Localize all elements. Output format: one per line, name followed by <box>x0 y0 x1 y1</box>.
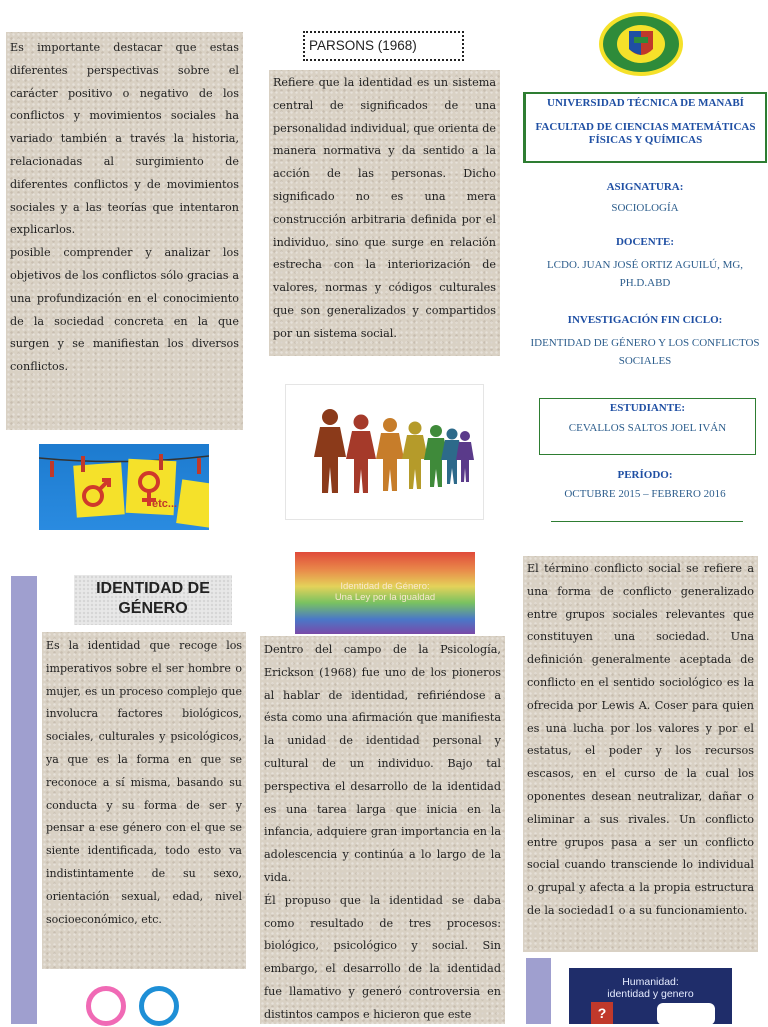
parsons-title: PARSONS (1968) <box>309 38 417 53</box>
period-value: OCTUBRE 2015 – FEBRERO 2016 <box>564 488 726 500</box>
conflict-text: El término conflicto social se refiere a una forma de conflicto generalizado entre grupos sociales relevantes que constituyen una sociedad. Una definición generalmente aceptada de conflicto en el sentido sociológico es la ofrecida por Lewis A. Coser para quien es una lucha por los valores y por el estatus, el poder y los recursos escasos, en el curso de la cual los oponentes desean neutralizar, dañar o eliminar a sus rivales. Un conflicto entre grupos pasa a ser un conflicto social cuando transciende lo individual o grupal y afecta a la propia estructura de la sociedad1 o a su funcionamiento. <box>527 562 754 917</box>
person-figures <box>314 409 474 493</box>
student-box <box>539 398 756 455</box>
gender-symbols-image <box>39 444 209 530</box>
erickson-text-panel <box>260 636 505 1024</box>
cover-divider-line <box>551 521 743 522</box>
university-header-box <box>523 92 767 163</box>
erickson-paragraph-2: Él propuso que la identidad se daba como resultado de tres procesos: biológico, psicológico y social. Sin embargo, el desarrollo de la identidad fue llamativo y generó controversia en distintos campos e hicieron que este <box>264 893 501 1021</box>
male-ring-icon <box>139 986 179 1026</box>
identity-text-panel <box>42 632 246 969</box>
humanity-image <box>569 968 732 1024</box>
student-name: CEVALLOS SALTOS JOEL IVÁN <box>568 422 727 434</box>
subject-value: SOCIOLOGÍA <box>611 202 679 214</box>
people-chain-image <box>285 384 484 520</box>
period-label: PERÍODO: <box>617 469 673 481</box>
intro-paragraph-2: posible comprender y analizar los objetivos de los conflictos sólo gracias a una profundización en el conocimiento de la sociedad concreta en la que surgen y se manifiestan los diversos conflictos. <box>10 246 239 374</box>
question-mark-icon: ? <box>591 1002 613 1024</box>
speech-bubble-icon <box>657 1003 715 1024</box>
humanity-image-line1: Humanidad: <box>622 976 679 988</box>
female-ring-icon <box>86 986 126 1026</box>
parsons-text: Refiere que la identidad es un sistema central de significados de una personalidad individual, que orienta de manera normativa y da sentido a la acción de las personas. Dicho significado no es una mera construcción arbitraria definida por el individuo, sino que surge en relación estrecha con la interiorización de valores, normas y códigos culturales que son generalizados y compartidos por un sistema social. <box>273 76 496 340</box>
identity-title-line2: GÉNERO <box>118 600 188 617</box>
teacher-value: LCDO. JUAN JOSÉ ORTIZ AGUILÚ, MG, PH.D.ABD <box>546 259 744 289</box>
intro-paragraph-1: Es importante destacar que estas diferentes perspectivas sobre el carácter positivo o negativo de los conflictos y movimientos sociales ha variado también a través la historia, relacionadas al surgimiento de diferentes conflictos y de movimientos sociales y a las teorías que intentaron explicarlos. <box>10 41 239 237</box>
etc-note <box>176 479 209 528</box>
rainbow-banner-image <box>295 552 475 634</box>
conflict-text-panel <box>523 556 758 952</box>
research-label: INVESTIGACIÓN FIN CICLO: <box>567 314 723 326</box>
faculty-name: FACULTAD DE CIENCIAS MATEMÁTICAS FÍSICAS Y QUÍMICAS <box>535 121 756 146</box>
etc-label: etc... <box>152 498 178 510</box>
right-accent-bar <box>526 958 551 1024</box>
identity-title-box <box>74 575 232 625</box>
parsons-title-box <box>303 31 464 61</box>
clothespin-2 <box>81 456 85 472</box>
clothesline-illustration <box>39 444 209 530</box>
clothespin-3 <box>159 454 163 470</box>
clothespin-4 <box>197 458 201 474</box>
erickson-paragraph-1: Dentro del campo de la Psicología, Erickson (1968) fue uno de los pioneros al hablar de identidad, refiriéndose a ésta como una afirmación que manifiesta la unidad de identidad personal y cultural de un individuo. Bajo tal perspectiva el desarrollo de la identidad es una tarea larga que inicia en la infancia, adquiere gran importancia en la adolescencia y continúa a lo largo de la vida. <box>264 643 501 884</box>
subject-label: ASIGNATURA: <box>606 181 684 193</box>
humanity-image-line2: identidad y genero <box>607 988 694 1000</box>
rainbow-banner-line1: Identidad de Género: <box>340 581 430 592</box>
identity-title-line1: IDENTIDAD DE <box>96 580 210 597</box>
student-label: ESTUDIANTE: <box>609 402 686 414</box>
left-accent-bar <box>11 576 37 1024</box>
rainbow-banner-line2: Una Ley por la igualdad <box>334 592 436 603</box>
university-seal-icon <box>598 11 684 77</box>
intro-text-panel <box>6 32 243 430</box>
research-value: IDENTIDAD DE GÉNERO Y LOS CONFLICTOS SOCIALES <box>530 337 760 367</box>
university-name: UNIVERSIDAD TÉCNICA DE MANABÍ <box>547 97 744 109</box>
clothespin-1 <box>50 461 54 477</box>
people-chain-illustration <box>286 385 485 521</box>
parsons-text-panel <box>269 70 500 356</box>
identity-text: Es la identidad que recoge los imperativos sobre el ser hombre o mujer, es un proceso complejo que involucra factores biológicos, sociales, culturales y psicológicos, ya que es la forma en que se reconoce a sí misma, basando su conducta y su forma de ser y pensar a ese género con el que se siente identificada, todo esto va indistintamente de su sexo, orientación sexual, edad, nivel socioeconómico, etc. <box>46 639 242 926</box>
teacher-label: DOCENTE: <box>615 236 675 248</box>
